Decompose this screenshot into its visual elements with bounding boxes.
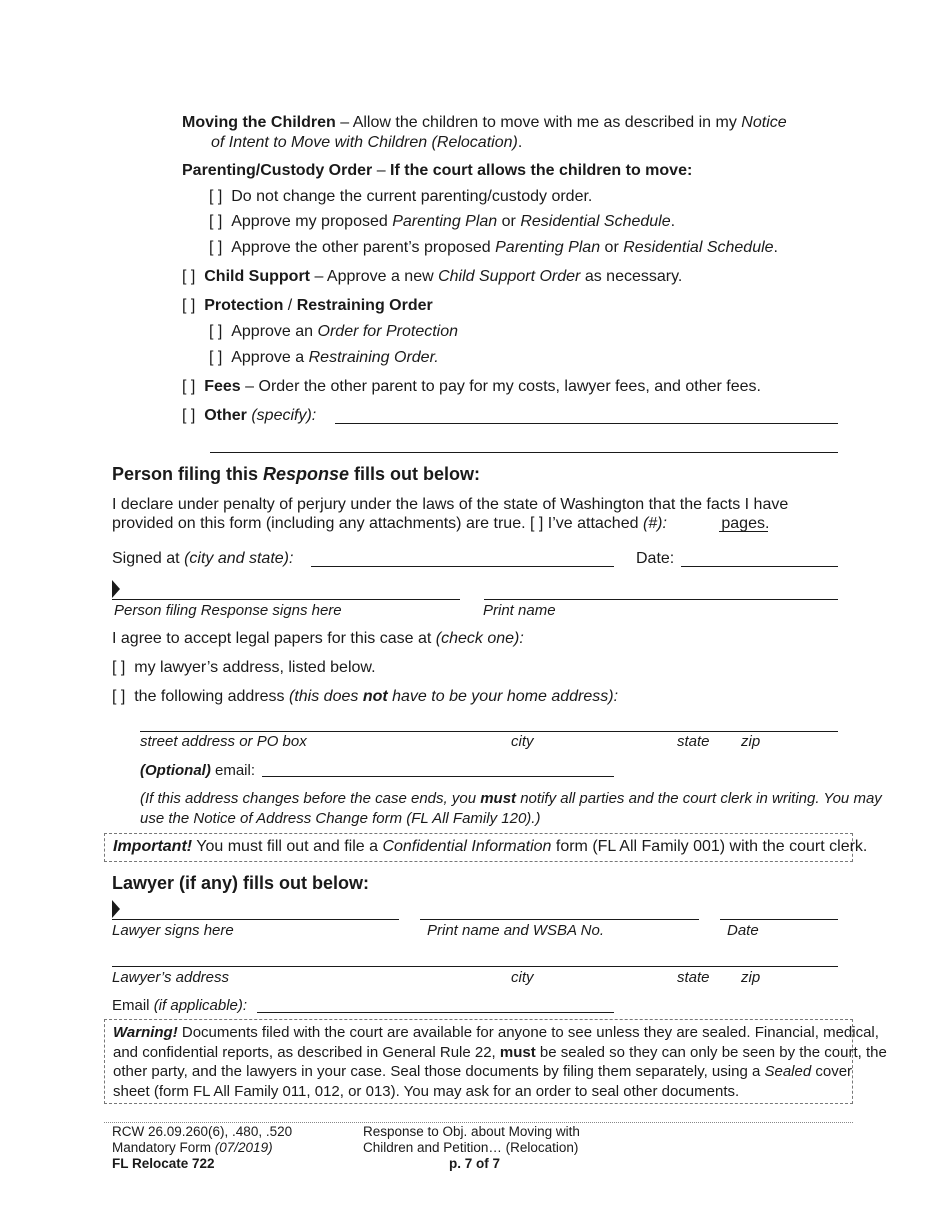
checkbox[interactable]: [ ] xyxy=(209,349,223,366)
city-label: city xyxy=(511,733,534,750)
lawyer-print-label: Print name and WSBA No. xyxy=(427,922,605,939)
lawyer-state-label: state xyxy=(677,969,710,986)
parenting-option-my-plan[interactable]: [ ] Approve my proposed Parenting Plan or Residential Schedule. xyxy=(209,213,676,230)
optional-email-label: (Optional) email: xyxy=(140,762,256,779)
protection-option-order[interactable]: [ ] Approve an Order for Protection xyxy=(209,323,459,340)
signed-at-field[interactable] xyxy=(311,566,614,567)
checkbox[interactable]: [ ] xyxy=(112,688,126,705)
lawyer-date-field[interactable] xyxy=(720,919,838,920)
following-address-option[interactable]: [ ] the following address (this does not have to be your home address): xyxy=(112,688,619,705)
checkbox[interactable]: [ ] xyxy=(112,659,126,676)
checkbox[interactable]: [ ] xyxy=(209,213,223,230)
footer-title-line1: Response to Obj. about Moving with xyxy=(363,1124,580,1139)
person-print-label: Print name xyxy=(483,602,556,619)
warning-text: Warning! Documents filed with the court are available for anyone to see unless they are sealed. Financial, medical, and confidential reports, as described in General Rule 22, must be sealed so they can only be seen by the court, the other party, and the lawyers in your case. Seal those documents by filing them separately, using a Sealed cover sheet (form FL All Family 011, 012, or 013). You may ask for an order to seal other documents. xyxy=(113,1024,887,1100)
lawyer-date-label: Date xyxy=(727,922,759,939)
person-sign-label: Person filing Response signs here xyxy=(114,602,342,619)
important-notice: Important! You must fill out and file a Confidential Information form (FL All Family 001) with the court clerk. xyxy=(113,838,868,855)
checkbox[interactable]: [ ] xyxy=(182,268,196,285)
street-label: street address or PO box xyxy=(140,733,307,750)
declaration-line2: provided on this form (including any attachments) are true. [ ] I’ve attached (#): pages. xyxy=(112,515,770,532)
person-signature-field[interactable] xyxy=(112,599,460,600)
footer-form-id: FL Relocate 722 xyxy=(112,1156,215,1171)
declaration-line1: I declare under penalty of perjury under the laws of the state of Washington that the facts I have xyxy=(112,496,789,513)
child-support-option[interactable]: [ ] Child Support – Approve a new Child Support Order as necessary. xyxy=(182,268,683,285)
zip-label: zip xyxy=(741,733,761,750)
moving-children-line2: of Intent to Move with Children (Relocation). xyxy=(211,134,523,151)
lawyer-signature-field[interactable] xyxy=(112,919,399,920)
lawyer-zip-label: zip xyxy=(741,969,761,986)
sign-here-arrow-icon xyxy=(112,580,120,598)
footer-rcw: RCW 26.09.260(6), .480, .520 xyxy=(112,1124,293,1139)
signed-at-label: Signed at (city and state): xyxy=(112,550,294,567)
checkbox[interactable]: [ ] xyxy=(209,239,223,256)
checkbox[interactable]: [ ] xyxy=(182,297,196,314)
lawyer-sign-label: Lawyer signs here xyxy=(112,922,234,939)
lawyer-heading: Lawyer (if any) fills out below: xyxy=(112,873,370,893)
protection-option-restraining[interactable]: [ ] Approve a Restraining Order. xyxy=(209,349,439,366)
lawyer-address-field[interactable] xyxy=(112,966,838,967)
lawyer-email-label: Email (if applicable): xyxy=(112,997,248,1014)
other-option[interactable]: [ ] Other (specify): xyxy=(182,407,317,424)
parenting-option-other-plan[interactable]: [ ] Approve the other parent’s proposed Parenting Plan or Residential Schedule. xyxy=(209,239,778,256)
date-label: Date: xyxy=(636,550,675,567)
lawyer-print-name-field[interactable] xyxy=(420,919,699,920)
agree-legal-papers: I agree to accept legal papers for this case at (check one): xyxy=(112,630,524,647)
parenting-option-no-change[interactable]: [ ] Do not change the current parenting/custody order. xyxy=(209,188,593,205)
pages-count-field[interactable] xyxy=(719,531,768,532)
protection-option[interactable]: [ ] Protection / Restraining Order xyxy=(182,297,433,314)
address-change-note: (If this address changes before the case ends, you must notify all parties and the court clerk in writing. You may use the Notice of Address Change form (FL All Family 120).) xyxy=(140,790,882,827)
checkbox[interactable]: [ ] xyxy=(209,323,223,340)
lawyer-email-field[interactable] xyxy=(257,1012,614,1013)
lawyer-address-label: Lawyer’s address xyxy=(112,969,230,986)
fees-option[interactable]: [ ] Fees – Order the other parent to pay for my costs, lawyer fees, and other fees. xyxy=(182,378,761,395)
parenting-order-heading: Parenting/Custody Order – If the court allows the children to move: xyxy=(182,162,693,179)
person-filing-heading: Person filing this Response fills out below: xyxy=(112,464,481,484)
lawyer-city-label: city xyxy=(511,969,534,986)
checkbox[interactable]: [ ] xyxy=(182,407,196,424)
address-field[interactable] xyxy=(140,731,838,732)
other-specify-field-continued[interactable] xyxy=(210,452,838,453)
footer-mandatory: Mandatory Form (07/2019) xyxy=(112,1140,273,1155)
checkbox[interactable]: [ ] xyxy=(182,378,196,395)
optional-email-field[interactable] xyxy=(262,776,614,777)
lawyer-address-option[interactable]: [ ] my lawyer’s address, listed below. xyxy=(112,659,376,676)
footer-title-line2: Children and Petition… (Relocation) xyxy=(363,1140,579,1155)
other-specify-field[interactable] xyxy=(335,423,838,424)
checkbox[interactable]: [ ] xyxy=(209,188,223,205)
footer-page-number: p. 7 of 7 xyxy=(449,1156,501,1171)
date-field[interactable] xyxy=(681,566,838,567)
state-label: state xyxy=(677,733,710,750)
footer-divider xyxy=(104,1122,853,1123)
person-print-name-field[interactable] xyxy=(484,599,838,600)
moving-children-line1: Moving the Children – Allow the children to move with me as described in my Notice xyxy=(182,114,787,131)
lawyer-sign-arrow-icon xyxy=(112,900,120,918)
